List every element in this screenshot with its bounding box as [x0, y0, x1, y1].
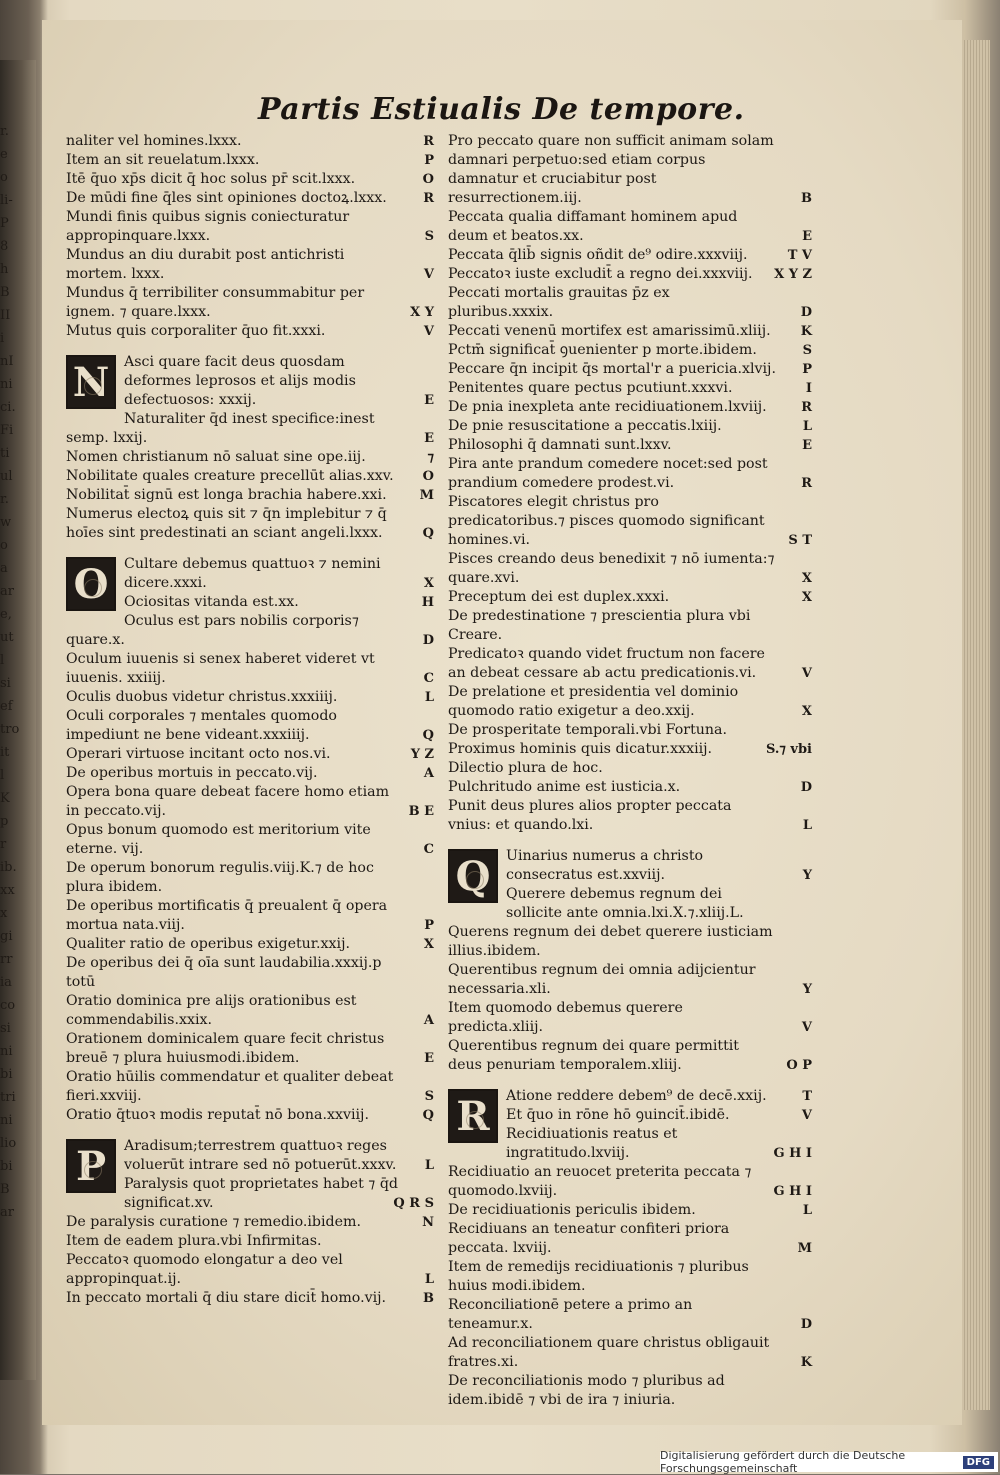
index-entry: [448, 550, 812, 588]
index-entry: [448, 1296, 812, 1334]
index-entry: [66, 322, 434, 341]
index-entry: [448, 740, 812, 759]
index-entry-reference: Y Z: [410, 747, 434, 762]
index-entry-text: Item an sit reuelatum.lxxx.: [66, 152, 260, 168]
index-entry-text: Item quomodo debemus querere predicta.xliij.: [448, 1000, 683, 1035]
margin-fragment: h: [0, 262, 9, 277]
index-entry-reference: X: [801, 590, 812, 605]
index-entry-text: Oculi corporales ⁊ mentales quomodo impediunt ne bene videant.xxxiiij.: [66, 708, 337, 743]
index-entry: [66, 935, 434, 954]
index-entry: [66, 1137, 434, 1175]
index-entry-text: Mundus an diu durabit post antichristi mortem. lxxx.: [66, 247, 345, 282]
index-entry-reference: S: [424, 1089, 434, 1104]
index-entry-reference: L: [424, 690, 434, 705]
index-entry: [66, 764, 434, 783]
margin-fragment: li-: [0, 193, 13, 208]
index-entry: [66, 448, 434, 467]
index-entry: [448, 284, 812, 322]
index-entry-reference: T: [802, 1089, 812, 1104]
index-entry-reference: R: [423, 134, 434, 149]
index-entry-text: Peccati mortalis grauitas p̄z ex pluribus.xxxix.: [448, 285, 670, 320]
index-entry-reference: S T: [788, 533, 812, 548]
margin-fragment: o: [0, 538, 8, 553]
index-entry-text: Pulchritudo anime est iusticia.x.: [448, 779, 681, 795]
index-entry-text: Orationem dominicalem quare fecit christus breuē ⁊ plura huiusmodi.ibidem.: [66, 1031, 385, 1066]
index-entry-text: Piscatores elegit christus pro predicatoribus.⁊ pisces quomodo significant homines.vi.: [448, 494, 765, 548]
margin-fragment: si: [0, 1021, 11, 1036]
margin-fragment: i: [0, 331, 5, 346]
index-entry-text: Nobilitate quales creature precellūt alias.xxv.: [66, 468, 394, 484]
index-entry: [448, 436, 812, 455]
index-entry-text: Recidiuatio an reuocet preterita peccata ⁊ quomodo.lxviij.: [448, 1164, 752, 1199]
index-entry-text: Item de eadem plura.vbi Infirmitas.: [66, 1233, 322, 1249]
index-entry-reference: D: [800, 1317, 812, 1332]
index-entry-text: De prelatione et presidentia vel dominio quomodo ratio exigetur a deo.xxij.: [448, 684, 739, 719]
index-entry-text: Mundi finis quibus signis coniecturatur appropinquare.lxxx.: [66, 209, 350, 244]
index-entry-text: Querentibus regnum dei omnia adijcientur necessaria.xli.: [448, 962, 756, 997]
index-entry-text: Pro peccato quare non sufficit animam solam damnari perpetuo:sed etiam corpus damnatur et cruciabitur post resurrectionem.iij.: [448, 133, 774, 206]
index-entry-text: De mūdi fine q̄les sint opiniones doctoꝝ.lxxx.: [66, 190, 387, 206]
index-entry: [448, 1201, 812, 1220]
index-entry-text: Querentibus regnum dei quare permittit deus penuriam temporalem.xliij.: [448, 1038, 740, 1073]
index-entry-text: Et q̄uo in rōne hō ꝯuincit̄.ibidē.: [506, 1107, 730, 1123]
index-entry-text: Recidiuans an teneatur confiteri priora peccata. lxviij.: [448, 1221, 730, 1256]
digitization-credit: [660, 1449, 998, 1475]
index-entry-text: Penitentes quare pectus pcutiunt.xxxvi.: [448, 380, 733, 396]
margin-fragment: si: [0, 676, 11, 691]
index-entry-text: Philosophi q̄ damnati sunt.lxxv.: [448, 437, 672, 453]
index-entry-text: Peccati venenū mortifex est amarissimū.xliij.: [448, 323, 771, 339]
index-entry: [66, 410, 434, 448]
index-entry: [66, 992, 434, 1030]
index-entry-text: De pnia inexpleta ante recidiuationem.lxviij.: [448, 399, 767, 415]
index-entry-reference: B: [423, 1291, 434, 1306]
index-entry: [66, 859, 434, 897]
index-entry-reference: ⁊: [427, 450, 434, 465]
index-entry-reference: V: [801, 1108, 812, 1123]
index-entry-reference: H: [421, 595, 434, 610]
index-entry: [448, 455, 812, 493]
index-entry-reference: R: [423, 191, 434, 206]
margin-fragment: bi: [0, 1159, 13, 1174]
index-entry-text: De pnie resuscitatione a peccatis.lxiij.: [448, 418, 722, 434]
index-entry-reference: L: [802, 419, 812, 434]
index-entry-reference: Y: [802, 868, 812, 883]
margin-fragment: nI: [0, 354, 14, 369]
index-entry-reference: X Y Z: [774, 267, 812, 282]
index-entry: [66, 593, 434, 612]
index-entry: [66, 821, 434, 859]
margin-fragment: gi: [0, 929, 13, 944]
margin-fragment: bi: [0, 1067, 13, 1082]
index-entry: [448, 683, 812, 721]
index-entry-text: Peccata q̄lib̄ signis oñdit de⁹ odire.xxxviij.: [448, 247, 748, 263]
margin-fragment: ar: [0, 584, 14, 599]
index-entry-reference: V: [423, 267, 434, 282]
index-entry-text: Oculus est pars nobilis corporis⁊ quare.x.: [66, 613, 359, 648]
index-entry: [66, 467, 434, 486]
index-entry: [66, 151, 434, 170]
index-entry-reference: E: [802, 438, 812, 453]
index-entry: [66, 612, 434, 650]
index-entry-reference: X: [801, 571, 812, 586]
margin-fragment: lio: [0, 1136, 17, 1151]
index-entry: [448, 1372, 812, 1410]
index-entry-text: naliter vel homines.lxxx.: [66, 133, 242, 149]
right-column: [448, 132, 812, 1410]
margin-fragment: e,: [0, 607, 12, 622]
index-entry-text: Item de remedijs recidiuationis ⁊ pluribus huius modi.ibidem.: [448, 1259, 749, 1294]
index-entry: [66, 170, 434, 189]
margin-fragment: ni: [0, 1113, 13, 1128]
page-edge-stack: [962, 40, 990, 1410]
margin-fragment: B: [0, 285, 10, 300]
initial-o-woodcut: O: [66, 557, 116, 611]
left-column: [66, 132, 434, 1308]
index-entry: [448, 1087, 812, 1106]
index-entry-text: Oculis duobus videtur christus.xxxiiij.: [66, 689, 338, 705]
margin-fragment: ar: [0, 1205, 14, 1220]
index-entry: [66, 1289, 434, 1308]
index-entry: [66, 1030, 434, 1068]
index-entry-reference: Q: [422, 526, 434, 541]
margin-fragment: xx: [0, 883, 15, 898]
index-entry: [66, 132, 434, 151]
index-entry: [448, 1163, 812, 1201]
credit-text: Digitalisierung gefördert durch die Deutsche Forschungsgemeinschaft: [660, 1449, 906, 1475]
index-entry: [448, 721, 812, 740]
margin-fragment: e: [0, 147, 8, 162]
initial-p-woodcut: P: [66, 1139, 116, 1193]
index-entry: [448, 847, 812, 885]
index-entry-text: Recidiuationis reatus et ingratitudo.lxviij.: [506, 1126, 678, 1161]
index-entry-reference: V: [801, 1020, 812, 1035]
index-entry: [448, 588, 812, 607]
index-entry-text: Oculum iuuenis si senex haberet videret vt iuuenis. xxiiij.: [66, 651, 375, 686]
index-entry-reference: R: [801, 400, 812, 415]
index-entry: [66, 208, 434, 246]
index-entry: [66, 783, 434, 821]
index-entry-reference: N: [422, 1215, 434, 1230]
index-entry-reference: D: [800, 780, 812, 795]
index-entry: [448, 645, 812, 683]
index-entry-reference: P: [424, 153, 434, 168]
index-entry-text: Proximus hominis quis dicatur.xxxiij.: [448, 741, 713, 757]
margin-fragment: P: [0, 216, 9, 231]
index-entry-reference: C: [423, 671, 434, 686]
section-q: [448, 847, 812, 1075]
index-entry-reference: E: [424, 431, 434, 446]
index-entry-text: Peccatoꝛ iuste excludit̄ a regno dei.xxxviij.: [448, 266, 753, 282]
index-entry-text: De recidiuationis periculis ibidem.: [448, 1202, 696, 1218]
index-entry: [448, 341, 812, 360]
index-entry-reference: E: [424, 1051, 434, 1066]
index-entry-reference: X Y: [410, 305, 434, 320]
index-entry-reference: E: [424, 393, 434, 408]
index-entry: [448, 246, 812, 265]
index-entry-text: Querere debemus regnum dei sollicite ante omnia.lxi.X.⁊.xliij.L.: [506, 886, 744, 921]
index-entry-text: De operum bonorum regulis.viij.K.⁊ de hoc plura ibidem.: [66, 860, 374, 895]
index-entry-reference: K: [800, 1355, 812, 1370]
index-entry-text: Peccatoꝛ quomodo elongatur a deo vel appropinquat.ij.: [66, 1252, 343, 1287]
index-entry-reference: A: [423, 1013, 434, 1028]
index-entry-text: Dilectio plura de hoc.: [448, 760, 603, 776]
initial-r-woodcut: R: [448, 1089, 498, 1143]
index-entry-text: De reconciliationis modo ⁊ pluribus ad idem.ibidē ⁊ vbi de ira ⁊ iniuria.: [448, 1373, 725, 1408]
index-entry-reference: I: [805, 381, 812, 396]
margin-fragment: r: [0, 837, 7, 852]
index-entry-reference: P: [802, 362, 812, 377]
section-o: [66, 555, 434, 1125]
index-entry: [66, 745, 434, 764]
index-entry-reference: D: [800, 305, 812, 320]
index-entry-reference: Q: [422, 728, 434, 743]
index-entry-text: Operari virtuose incitant octo nos.vi.: [66, 746, 331, 762]
margin-fragment: tro: [0, 722, 20, 737]
margin-fragment: ni: [0, 1044, 13, 1059]
index-entry-reference: A: [423, 766, 434, 781]
index-entry-reference: V: [801, 666, 812, 681]
index-entry-text: Qualiter ratio de operibus exigetur.xxij.: [66, 936, 350, 952]
margin-fragment: l: [0, 768, 5, 783]
index-entry: [448, 208, 812, 246]
book-page: [42, 20, 962, 1425]
margin-fragment: B: [0, 1182, 10, 1197]
index-entry: [66, 897, 434, 935]
index-entry-reference: X: [801, 704, 812, 719]
index-entry-reference: K: [800, 324, 812, 339]
index-entry: [66, 505, 434, 543]
margin-fragment: r.: [0, 124, 9, 139]
index-entry-text: Itē q̄uo xp̄s dicit q̄ hoc solus pr̄ scit.lxxx.: [66, 171, 356, 187]
index-entry-text: In peccato mortali q̄ diu stare dicit̄ homo.vij.: [66, 1290, 387, 1306]
index-entry-reference: C: [423, 842, 434, 857]
index-entry-reference: S: [802, 343, 812, 358]
margin-fragment: ib.: [0, 860, 17, 875]
index-entry-reference: L: [424, 1272, 434, 1287]
index-entry-reference: V: [423, 324, 434, 339]
index-entry-text: Paralysis quot proprietates habet ⁊ q̄d significat.xv.: [124, 1176, 399, 1211]
index-entry-text: Aradisum;terrestrem quattuoꝛ reges voluerūt intrare sed nō potuerūt.xxxv.: [124, 1138, 397, 1173]
margin-fragment: K: [0, 791, 10, 806]
margin-fragment: x: [0, 906, 8, 921]
index-entry-reference: D: [422, 633, 434, 648]
index-entry-reference: G H I: [773, 1146, 812, 1161]
index-entry: [66, 1213, 434, 1232]
index-entry: [448, 398, 812, 417]
index-entry: [66, 954, 434, 992]
index-entry-reference: S.⁊ vbi: [765, 742, 812, 757]
index-entry-reference: G H I: [773, 1184, 812, 1199]
margin-fragment: rr: [0, 952, 13, 967]
index-entry-reference: T V: [787, 248, 812, 263]
index-entry-text: Mundus q̄ terribiliter consummabitur per ignem. ⁊ quare.lxxx.: [66, 285, 365, 320]
index-entry-text: Ociositas vitanda est.xx.: [124, 594, 299, 610]
section-n: [66, 353, 434, 543]
index-entry: [448, 999, 812, 1037]
index-entry-reference: O: [422, 469, 434, 484]
index-entry-text: Oratio hūilis commendatur et qualiter debeat fieri.xxviij.: [66, 1069, 394, 1104]
margin-fragment: ut: [0, 630, 14, 645]
margin-fragment: it: [0, 745, 10, 760]
index-entry: [66, 189, 434, 208]
index-entry-reference: M: [797, 1241, 812, 1256]
index-entry-text: Pira ante prandum comedere nocet:sed post prandium comedere prodest.vi.: [448, 456, 768, 491]
index-entry-text: Opus bonum quomodo est meritorium vite eterne. vij.: [66, 822, 371, 857]
index-entry: [448, 1258, 812, 1296]
index-entry: [448, 132, 812, 208]
index-entry: [66, 1068, 434, 1106]
index-entry: [448, 1037, 812, 1075]
index-entry: [66, 555, 434, 593]
margin-fragment: ia: [0, 975, 12, 990]
margin-fragment: l: [0, 653, 5, 668]
index-entry-text: Peccare q̄n incipit q̄s mortal'r a puericia.xlvij.: [448, 361, 776, 377]
index-entry: [448, 493, 812, 550]
index-entry-text: Reconciliationē petere a primo an teneamur.x.: [448, 1297, 693, 1332]
margin-fragment: ul: [0, 469, 13, 484]
index-entry: [66, 284, 434, 322]
margin-fragment: ti: [0, 446, 10, 461]
index-entry-reference: O P: [786, 1058, 812, 1073]
index-entry-reference: X: [423, 576, 434, 591]
index-entry-text: Pisces creando deus benedixit ⁊ nō iumenta:⁊ quare.xvi.: [448, 551, 775, 586]
index-entry: [66, 1106, 434, 1125]
index-entry: [66, 486, 434, 505]
initial-n-woodcut: N: [66, 355, 116, 409]
index-entry: [66, 353, 434, 410]
index-entry-text: Nobilitat̄ signū est longa brachia habere.xxi.: [66, 487, 387, 503]
index-entry-text: De operibus mortificatis q̄ preualent q̄ opera mortua nata.viij.: [66, 898, 388, 933]
index-entry-reference: Y: [802, 982, 812, 997]
index-entry: [66, 688, 434, 707]
index-entry-reference: Q: [422, 1108, 434, 1123]
margin-fragment: II: [0, 308, 11, 323]
index-entry: [448, 759, 812, 778]
margin-fragment: a: [0, 561, 8, 576]
running-title: Partis Estiualis De tempore.: [258, 92, 745, 127]
index-entry-text: Pctm̄ significat̄ ꝯuenienter p morte.ibidem.: [448, 342, 757, 358]
index-entry-text: Asci quare facit deus quosdam deformes leprosos et alijs modis defectuosos: xxxij.: [124, 354, 356, 408]
margin-fragment: r.: [0, 492, 9, 507]
index-entry: [448, 778, 812, 797]
index-entry: [448, 885, 812, 923]
index-entry: [66, 246, 434, 284]
index-entry-text: De prosperitate temporali.vbi Fortuna.: [448, 722, 728, 738]
index-entry-text: Nomen christianum nō saluat sine ope.iij.: [66, 449, 366, 465]
index-entry-text: Predicatoꝛ quando videt fructum non facere an debeat cessare ab actu predicationis.vi.: [448, 646, 765, 681]
initial-q-woodcut: Q: [448, 849, 498, 903]
index-entry: [448, 360, 812, 379]
index-entry-text: De predestinatione ⁊ prescientia plura vbi Creare.: [448, 608, 751, 643]
margin-fragment: w: [0, 515, 12, 530]
index-entry-reference: E: [802, 229, 812, 244]
index-entry: [448, 379, 812, 398]
index-entry-text: Numerus electoꝝ quis sit ⁊ q̄n implebitur ⁊ q̄ hoīes sint predestinati an sciant angeli.lxxx.: [66, 506, 387, 541]
index-entry-reference: M: [419, 488, 434, 503]
index-entry-text: Ad reconciliationem quare christus obligauit fratres.xi.: [448, 1335, 770, 1370]
index-entry-reference: B: [801, 191, 812, 206]
margin-fragment: 8: [0, 239, 9, 254]
index-entry: [448, 607, 812, 645]
margin-fragment: Fi: [0, 423, 14, 438]
index-entry: [66, 1251, 434, 1289]
margin-fragment: ci.: [0, 400, 16, 415]
index-entry-text: Preceptum dei est duplex.xxxi.: [448, 589, 670, 605]
margin-fragment: tri: [0, 1090, 16, 1105]
index-entry-reference: O: [422, 172, 434, 187]
index-entry-text: Atione reddere debem⁹ de decē.xxij.: [506, 1088, 767, 1104]
index-entry: [448, 1125, 812, 1163]
index-entry-text: Punit deus plures alios propter peccata vnius: et quando.lxi.: [448, 798, 732, 833]
index-entry-reference: X: [423, 937, 434, 952]
index-entry: [448, 1106, 812, 1125]
margin-fragment: co: [0, 998, 16, 1013]
index-entry-reference: Q R S: [393, 1196, 434, 1211]
index-entry-text: De operibus dei q̄ oīa sunt laudabilia.xxxij.p totū: [66, 955, 382, 990]
index-entry-reference: R: [801, 476, 812, 491]
index-entry-text: De operibus mortuis in peccato.vij.: [66, 765, 318, 781]
index-entry: [66, 1175, 434, 1213]
index-entry: [448, 923, 812, 961]
index-entry-reference: S: [424, 229, 434, 244]
index-entry-text: Oratio dominica pre alijs orationibus est commendabilis.xxix.: [66, 993, 357, 1028]
dfg-logo: DFG: [963, 1456, 994, 1469]
index-entry: [66, 707, 434, 745]
index-entry-reference: B E: [408, 804, 434, 819]
index-entry: [448, 417, 812, 436]
index-entry: [448, 322, 812, 341]
index-entry: [448, 265, 812, 284]
index-entry-text: Oratio q̄tuoꝛ modis reputat̄ nō bona.xxviij.: [66, 1107, 369, 1123]
index-entry-text: Naturaliter q̄d inest specifice:inest semp. lxxij.: [66, 411, 375, 446]
index-entry-reference: L: [802, 1203, 812, 1218]
index-entry-text: Opera bona quare debeat facere homo etiam in peccato.vij.: [66, 784, 390, 819]
margin-fragment: o: [0, 170, 8, 185]
index-entry: [66, 650, 434, 688]
margin-fragment: ef: [0, 699, 13, 714]
index-entry-text: Querens regnum dei debet querere iusticiam illius.ibidem.: [448, 924, 773, 959]
index-entry-text: Cultare debemus quattuoꝛ ⁊ nemini dicere.xxxi.: [124, 556, 381, 591]
index-entry-text: Uinarius numerus a christo consecratus est.xxviij.: [506, 848, 704, 883]
index-entry-text: Peccata qualia diffamant hominem apud deum et beatos.xx.: [448, 209, 738, 244]
index-entry-reference: P: [424, 918, 434, 933]
index-entry: [448, 797, 812, 835]
index-entry: [448, 1334, 812, 1372]
section-r: [448, 1087, 812, 1410]
index-entry: [448, 961, 812, 999]
margin-fragment: p: [0, 814, 9, 829]
index-entry-reference: L: [424, 1158, 434, 1173]
index-entry-text: De paralysis curatione ⁊ remedio.ibidem.: [66, 1214, 361, 1230]
margin-fragment: ni: [0, 377, 13, 392]
index-entry-reference: L: [802, 818, 812, 833]
section-p: [66, 1137, 434, 1308]
index-entry: [448, 1220, 812, 1258]
facing-page-margin-text: [0, 120, 34, 1370]
index-entry: [66, 1232, 434, 1251]
index-entry-text: Mutus quis corporaliter q̄uo fit.xxxi.: [66, 323, 326, 339]
